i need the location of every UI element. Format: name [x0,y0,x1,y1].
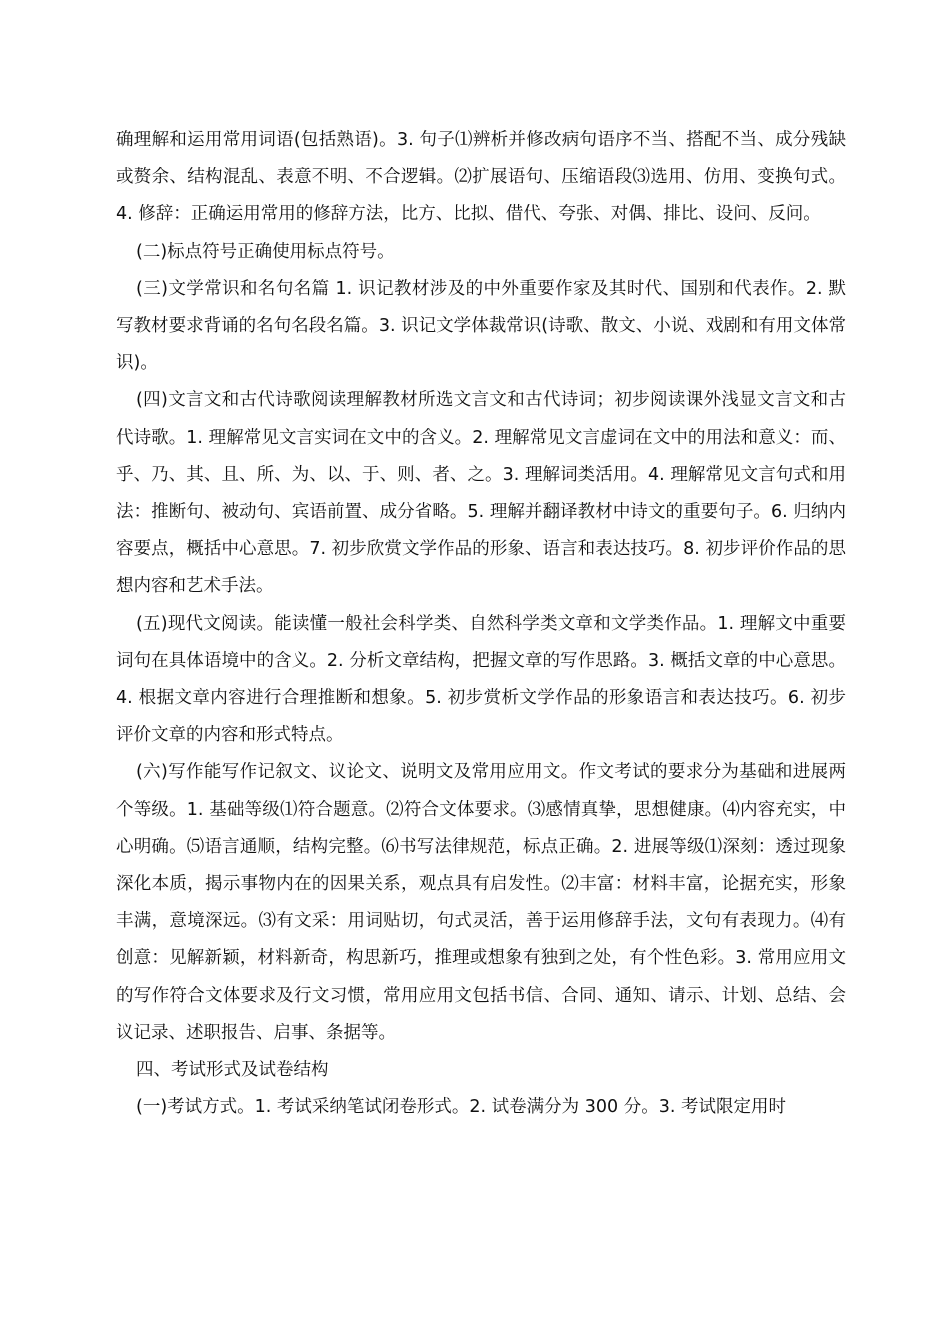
document-body [116,122,846,1126]
paragraph-exam-method: (一)考试方式。1. 考试采纳笔试闭卷形式。2. 试卷满分为 300 分。3. 考试限定用时 [136,1097,786,1118]
paragraph-literary-knowledge: (三)文学常识和名句名篇 1. 识记教材涉及的中外重要作家及其时代、国别和代表作。2. 默写教材要求背诵的名句名段名篇。3. 识记文学体裁常识(诗歌、散文、小说、戏剧和有用文体常识)。 [116,278,846,374]
paragraph-vocabulary-syntax-rhetoric: 确理解和运用常用词语(包括熟语)。3. 句子⑴辨析并修改病句语序不当、搭配不当、成分残缺或赘余、结构混乱、表意不明、不合逻辑。⑵扩展语句、压缩语段⑶选用、仿用、变换句式。4. 修辞：正确运用常用的修辞方法，比方、比拟、借代、夸张、对偶、排比、设问、反问。 [116,130,846,225]
paragraph-punctuation: (二)标点符号正确使用标点符号。 [136,241,395,262]
paragraph-classical-chinese-reading: (四)文言文和古代诗歌阅读理解教材所选文言文和古代诗词；初步阅读课外浅显文言文和古代诗歌。1. 理解常见文言实词在文中的含义。2. 理解常见文言虚词在文中的用法和意义：而、乎、乃、其、且、所、为、以、于、则、者、之。3. 理解词类活用。4. 理解常见文言句式和用法：推断句、被动句、宾语前置、成分省略。5. 理解并翻译教材中诗文的重要句子。6. 归纳内容要点，概括中心意思。7. 初步欣赏文学作品的形象、语言和表达技巧。8. 初步评价作品的思想内容和艺术手法。 [116,390,846,597]
paragraph-modern-reading: (五)现代文阅读。能读懂一般社会科学类、自然科学类文章和文学类作品。1. 理解文中重要词句在具体语境中的含义。2. 分析文章结构，把握文章的写作思路。3. 概括文章的中心意思。4. 根据文章内容进行合理推断和想象。5. 初步赏析文学作品的形象语言和表达技巧。6. 初步评价文章的内容和形式特点。 [116,613,846,746]
section-heading-exam-format: 四、考试形式及试卷结构 [136,1060,329,1081]
paragraph-writing: (六)写作能写作记叙文、议论文、说明文及常用应用文。作文考试的要求分为基础和进展两个等级。1. 基础等级⑴符合题意。⑵符合文体要求。⑶感情真挚，思想健康。⑷内容充实，中心明确。⑸语言通顺，结构完整。⑹书写法律规范，标点正确。2. 进展等级⑴深刻：透过现象深化本质，揭示事物内在的因果关系，观点具有启发性。⑵丰富：材料丰富，论据充实，形象丰满，意境深远。⑶有文采：用词贴切，句式灵活，善于运用修辞手法，文句有表现力。⑷有创意：见解新颖，材料新奇，构思新巧，推理或想象有独到之处，有个性色彩。3. 常用应用文的写作符合文体要求及行文习惯，常用应用文包括书信、合同、通知、请示、计划、总结、会议记录、述职报告、启事、条据等。 [116,762,846,1043]
